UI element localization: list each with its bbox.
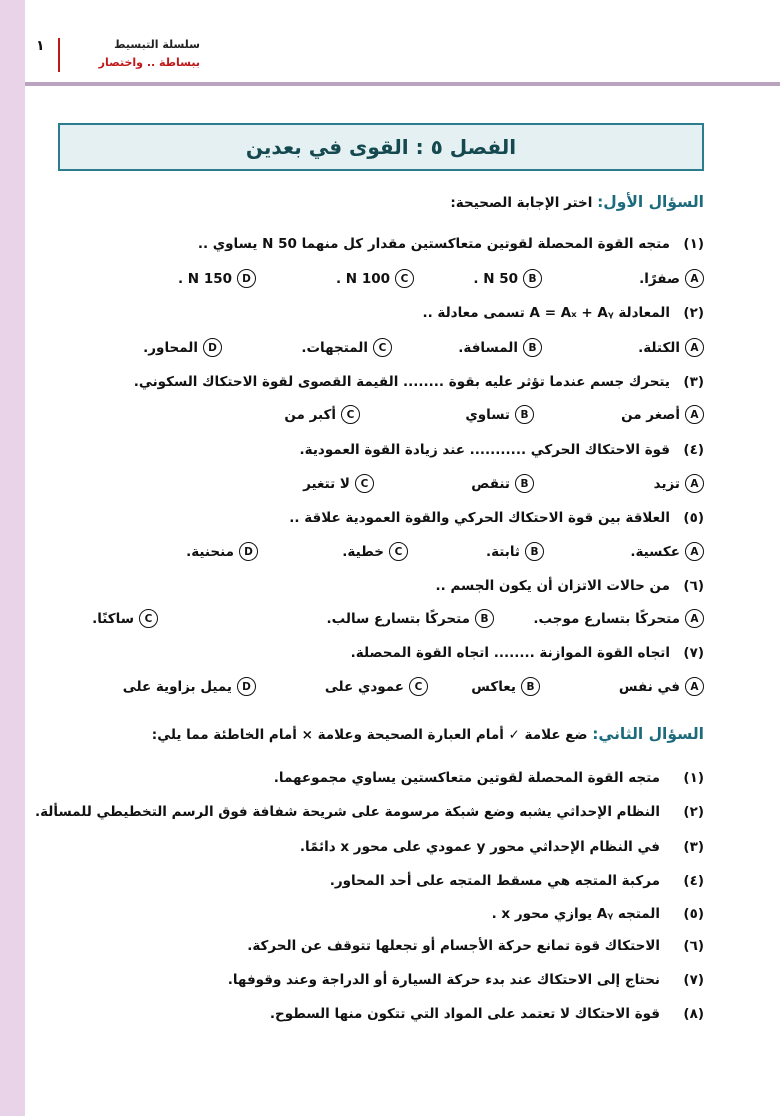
- option-letter: C: [389, 542, 408, 561]
- mcq-item-2: [60, 305, 704, 321]
- option-b[interactable]: [414, 269, 542, 288]
- item-number: (٥): [683, 906, 704, 922]
- option-c[interactable]: [256, 677, 428, 696]
- mcq-item-4: [60, 442, 704, 458]
- option-b[interactable]: [408, 542, 544, 561]
- question2-instruction: ضع علامة ✓ أمام العبارة الصحيحة وعلامة × أمام الخاطئة مما يلي:: [151, 727, 588, 743]
- option-text: متحركًا بتسارع موجب.: [533, 610, 680, 627]
- item-text: اتجاه القوة الموازنة ........ اتجاه القوة المحصلة.: [350, 645, 670, 661]
- item-number: (٦): [683, 938, 704, 954]
- mcq-options-5: [60, 542, 704, 561]
- item-number: (٧): [683, 645, 704, 661]
- option-letter: A: [685, 542, 704, 561]
- item-number: (٣): [683, 839, 704, 855]
- option-d[interactable]: [123, 677, 256, 696]
- worksheet-content: [34, 0, 704, 1116]
- option-c[interactable]: [258, 542, 408, 561]
- option-text: أكبر من: [284, 406, 336, 423]
- option-b[interactable]: [360, 405, 534, 424]
- option-a[interactable]: [542, 338, 704, 357]
- statement-item-5: [60, 906, 704, 922]
- side-color-strip: [0, 0, 25, 1116]
- item-text: المعادلة A = Aₓ + Aᵧ تسمى معادلة ..: [422, 305, 670, 321]
- item-text: متجه القوة المحصلة لقوتين متعاكستين يساوي مجموعهما.: [273, 770, 660, 786]
- item-text: قوة الاحتكاك الحركي ........... عند زيادة القوة العمودية.: [299, 442, 670, 458]
- item-number: (٥): [683, 510, 704, 526]
- option-text: تزيد: [653, 475, 680, 492]
- statement-item-2: [34, 804, 704, 820]
- mcq-options-2: [60, 338, 704, 357]
- statement-item-7: [60, 972, 704, 988]
- option-text: المتجهات.: [301, 339, 368, 356]
- mcq-item-5: [60, 510, 704, 526]
- item-number: (٤): [683, 873, 704, 889]
- item-text: العلاقة بين قوة الاحتكاك الحركي والقوة العمودية علاقة ..: [289, 510, 670, 526]
- item-text: من حالات الاتزان أن يكون الجسم ..: [435, 578, 670, 594]
- option-letter: A: [685, 405, 704, 424]
- option-letter: C: [139, 609, 158, 628]
- question1-title: السؤال الأول:: [597, 193, 704, 211]
- option-letter: B: [523, 269, 542, 288]
- option-letter: D: [239, 542, 258, 561]
- mcq-options-6: [60, 609, 704, 628]
- question1-header: [60, 193, 704, 211]
- option-letter: A: [685, 677, 704, 696]
- option-b[interactable]: [374, 474, 534, 493]
- option-c[interactable]: [222, 338, 392, 357]
- page-number: ١: [36, 38, 45, 54]
- option-a[interactable]: [540, 677, 704, 696]
- option-letter: C: [395, 269, 414, 288]
- option-text: يعاكس: [471, 678, 516, 695]
- mcq-options-7: [60, 677, 704, 696]
- option-text: يميل بزاوية على: [122, 678, 232, 695]
- option-letter: D: [203, 338, 222, 357]
- option-text: في نفس: [618, 678, 680, 695]
- question2-title: السؤال الثاني:: [592, 725, 704, 743]
- option-letter: A: [685, 609, 704, 628]
- mcq-item-7: [60, 645, 704, 661]
- option-a[interactable]: [542, 269, 704, 288]
- statement-item-4: [60, 873, 704, 889]
- option-letter: A: [685, 269, 704, 288]
- option-letter: C: [373, 338, 392, 357]
- option-letter: B: [515, 474, 534, 493]
- option-c[interactable]: [92, 609, 158, 628]
- option-text: 150 N .: [177, 270, 232, 287]
- option-letter: B: [521, 677, 540, 696]
- item-number: (٤): [683, 442, 704, 458]
- option-b[interactable]: [428, 677, 540, 696]
- option-text: تنقص: [471, 475, 510, 492]
- option-text: خطية.: [342, 543, 384, 560]
- option-letter: B: [475, 609, 494, 628]
- option-c[interactable]: [256, 269, 414, 288]
- mcq-options-1: [60, 269, 704, 288]
- chapter-title: الفصل ٥ : القوى في بعدين: [245, 135, 517, 159]
- item-number: (٧): [683, 972, 704, 988]
- option-c[interactable]: [284, 405, 360, 424]
- option-d[interactable]: [178, 269, 256, 288]
- item-number: (١): [683, 770, 704, 786]
- option-text: متحركًا بتسارع سالب.: [326, 610, 470, 627]
- option-a[interactable]: [534, 405, 704, 424]
- option-letter: C: [355, 474, 374, 493]
- item-text: في النظام الإحداثي محور y عمودي على محور x دائمًا.: [299, 839, 660, 855]
- question2-header: [60, 725, 704, 743]
- option-letter: C: [409, 677, 428, 696]
- series-name: سلسلة التبسيط: [114, 38, 200, 51]
- option-b[interactable]: [392, 338, 542, 357]
- option-b[interactable]: [158, 609, 494, 628]
- option-text: منحنية.: [186, 543, 234, 560]
- option-letter: D: [237, 269, 256, 288]
- item-number: (٨): [683, 1006, 704, 1022]
- statement-item-6: [60, 938, 704, 954]
- series-slogan: ببساطة .. واختصار: [98, 56, 200, 69]
- item-number: (١): [683, 236, 704, 252]
- option-text: المحاور.: [143, 339, 198, 356]
- mcq-options-4: [60, 474, 704, 493]
- mcq-item-1: [60, 236, 704, 252]
- option-text: ساكنًا.: [92, 610, 134, 627]
- item-text: الاحتكاك قوة تمانع حركة الأجسام أو تجعلها تتوقف عن الحركة.: [247, 938, 660, 954]
- option-letter: A: [685, 474, 704, 493]
- option-text: المسافة.: [458, 339, 518, 356]
- item-number: (٣): [683, 374, 704, 390]
- mcq-item-3: [60, 374, 704, 390]
- item-number: (٢): [683, 305, 704, 321]
- option-a[interactable]: [544, 542, 704, 561]
- option-text: تساوي: [465, 406, 510, 423]
- item-text: قوة الاحتكاك لا تعتمد على المواد التي تتكون منها السطوح.: [269, 1006, 660, 1022]
- option-letter: D: [237, 677, 256, 696]
- option-letter: B: [515, 405, 534, 424]
- option-letter: A: [685, 338, 704, 357]
- option-text: 100 N .: [335, 270, 390, 287]
- option-text: أصغر من: [621, 406, 680, 423]
- option-text: لا تتغير: [303, 475, 350, 492]
- statement-item-3: [60, 839, 704, 855]
- option-d[interactable]: [186, 542, 258, 561]
- item-text: يتحرك جسم عندما تؤثر عليه بقوة ........ القيمة القصوى لقوة الاحتكاك السكوني.: [133, 374, 670, 390]
- option-text: عكسية.: [630, 543, 680, 560]
- option-text: الكتلة.: [638, 339, 680, 356]
- option-d[interactable]: [143, 338, 222, 357]
- statement-item-8: [60, 1006, 704, 1022]
- option-a[interactable]: [494, 609, 704, 628]
- option-c[interactable]: [303, 474, 374, 493]
- item-text: المتجه Aᵧ يوازي محور x .: [491, 906, 660, 922]
- item-text: مركبة المتجه هي مسقط المتجه على أحد المحاور.: [329, 873, 660, 889]
- option-text: ثابتة.: [485, 543, 520, 560]
- statement-item-1: [60, 770, 704, 786]
- question1-instruction: اختر الإجابة الصحيحة:: [450, 195, 593, 211]
- option-letter: B: [523, 338, 542, 357]
- option-letter: C: [341, 405, 360, 424]
- option-text: عمودي على: [324, 678, 404, 695]
- item-text: النظام الإحداثي يشبه وضع شبكة مرسومة على شريحة شفافة فوق الرسم التخطيطي للمسألة.: [34, 804, 660, 820]
- option-a[interactable]: [534, 474, 704, 493]
- option-letter: B: [525, 542, 544, 561]
- item-text: متجه القوة المحصلة لقوتين متعاكستين مقدار كل منهما 50 N يساوي ..: [197, 236, 670, 252]
- mcq-options-3: [60, 405, 704, 424]
- item-text: نحتاج إلى الاحتكاك عند بدء حركة السيارة أو الدراجة وعند وقوفها.: [227, 972, 660, 988]
- option-text: 50 N .: [473, 270, 518, 287]
- option-text: صفرًا.: [639, 270, 680, 287]
- item-number: (٢): [683, 804, 704, 820]
- mcq-item-6: [60, 578, 704, 594]
- item-number: (٦): [683, 578, 704, 594]
